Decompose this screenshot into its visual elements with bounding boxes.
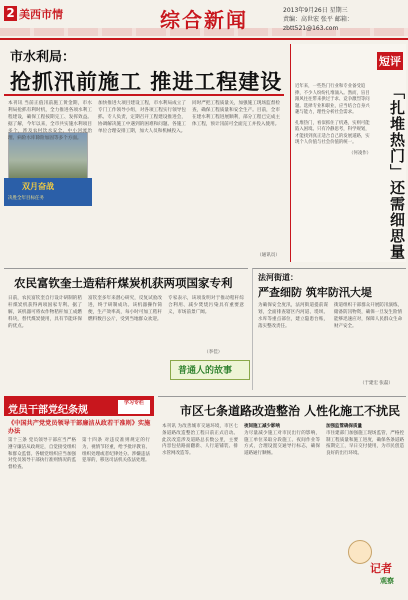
commentary-text (295, 84, 371, 254)
road-paragraph-3: 市住建部门加强施工现场监管，严格控制工程质量和施工进度，确保各条道路按期完工，早日交付使用，为市民创造良好的出行环境。 (326, 430, 404, 457)
road-headline: 市区七条道路改造整治 人性化施工不扰民 (180, 404, 401, 418)
study-column-badge: 学习专栏 (118, 400, 150, 414)
commentary-paragraph-2: 扎堆热门，看似抓住了机遇，实则可能陷入困境。只有冷静思考，科学规划，才能找到真正适合自己的发展道路，实现个人价值与社会价值的统一。 (295, 120, 370, 145)
party-rules-column-1: 第十三条 党员领导干部应当严格遵守廉洁从政规定，自觉接受组织和群众监督。各级党组织应当加强对党员领导干部执行准则情况的监督检查。 (8, 438, 76, 471)
lead-kicker: 市水利局： (10, 50, 76, 65)
reporter-label: 记者 (370, 562, 392, 575)
date-line-1: 2013年9月26日 星期三 (283, 7, 348, 14)
commentary-byline: （何凌作） (349, 150, 371, 156)
road-subhead-2: 加强监管确保质量 (326, 424, 362, 429)
patent-byline: （李佳） (204, 350, 223, 355)
lead-story (4, 44, 284, 262)
reporter-mascot-icon (348, 540, 372, 564)
dateline (283, 6, 408, 33)
patent-column-1: 日前，农民富钦奎自行设计研制的秸秆煤炭机获得两项国家专利。据了解，该机器可将农作物秸秆加工成燃料块，替代煤炭使用，具有节能环保的优点。 (8, 296, 82, 329)
campaign-banner-subtitle: 决胜全年目标任务 (8, 196, 44, 201)
page-number: 2 (4, 6, 17, 21)
lead-column-3: 同时严把工程质量关，加强施工现场监督检查，确保工程质量和安全生产。目前，全市在建水利工程进展顺利，部分工程已完成主体工程，预计汛前可全面完工并投入使用。 (192, 101, 280, 127)
road-column-3 (326, 424, 404, 532)
lead-headline: 抢抓汛前施工 推进工程建设 (10, 70, 283, 94)
patent-column-2: 富钦奎多年来潜心研究，反复试验改进，终于研制成功。该机器操作简便，生产效率高，每小时可加工秸秆燃料数百公斤，受到当地群众欢迎。 (88, 296, 162, 322)
commentary-paragraph-1: 近年来，一些热门行业和专业备受追捧，不少人纷纷扎堆涌入。然而，盲目跟风往往带来供过于求、竞争激烈等问题。选择专业和职业，应当结合自身兴趣与能力，理性分析社会需求。 (295, 84, 370, 115)
road-column-1: 本刊讯 为改善城市交通环境，市区七条道路改造整治工程日前正式启动。此次改造涉及道路总长数公里，主要内容包括路面翻新、人行道铺装、排水管网改造等。 (162, 424, 238, 457)
law-column-2: 街道组织干部群众开展防汛演练，储备防汛物资，确保一旦发生险情能够迅速应对，保障人民群众生命财产安全。 (334, 303, 402, 329)
lead-byline: （通讯员） (257, 253, 280, 258)
patent-headline: 农民富钦奎土造秸秆煤炭机获两项国家专利 (14, 276, 233, 290)
commentary-headline: 「扎堆热门」还需细思量 (388, 84, 406, 260)
law-byline: （于建宏 张磊） (360, 381, 393, 386)
reporter-sublabel: 观察 (380, 577, 394, 585)
campaign-banner-title: 双月奋战 (22, 182, 54, 191)
road-subhead-1: 夜间施工减少影响 (244, 424, 280, 429)
commentary-tag: 短评 (377, 52, 403, 70)
lead-divider (4, 94, 284, 96)
party-rules-heading: 党员干部党纪条规 (8, 405, 88, 416)
lead-column-1: 本刊讯 当前正值汛前施工黄金期，市水利局抢抓有利时机，全力推进各项水利工程建设，确保工程按期完工、发挥效益。据了解，今年以来，全市共实施水利项目多个，涉及农村饮水安全、中小河流治理、病险水库除险加固等多个方面。 (8, 101, 92, 141)
section-label: 美西市情 (19, 8, 63, 21)
party-rules-column-2: 第十四条 对违反准则规定的行为，视情节轻重，给予批评教育、组织处理或者纪律处分。涉嫌违法犯罪的，移送司法机关依法处理。 (82, 438, 150, 464)
law-headline: 严查细防 筑牢防汛大堤 (258, 286, 372, 299)
road-column-2 (244, 424, 320, 594)
story-banner-label: 普通人的故事 (178, 366, 233, 376)
road-paragraph-2: 为尽量减少施工对市民出行的影响，施工单位采取分段施工、夜间作业等方式，合理设置交通导行标志，确保道路通行顺畅。 (244, 430, 320, 457)
law-column-1: 为确保安全度汛，法河街道提前谋划，全面排查辖区内河道、堤坝、水库等重点部位，建立隐患台账，落实整改责任。 (258, 303, 328, 329)
patent-column-3: 专家表示，该项发明对于推动秸秆综合利用、减少焚烧污染具有重要意义，市场前景广阔。 (168, 296, 244, 315)
lead-column-2: 加快推进大项目建设工程，市水利局成立了专门工作领导小组，对各项工程实行领导包抓、专人负责，定期召开工程建设推进会，协调解决施工中遇到的困难和问题。各施工单位合理安排工期，加大人员和机械投入。 (98, 101, 186, 134)
date-line-2: 责编：高世宏 张平 邮箱：zbtt521@163.com (283, 16, 353, 32)
commentary-box (290, 44, 406, 262)
masthead: 综合新闻 (160, 8, 248, 32)
party-rules-title: 《中国共产党党员领导干部廉洁从政若干准则》实施办法 (8, 420, 151, 435)
law-kicker: 法河街道： (258, 273, 298, 282)
page-header (0, 0, 408, 40)
